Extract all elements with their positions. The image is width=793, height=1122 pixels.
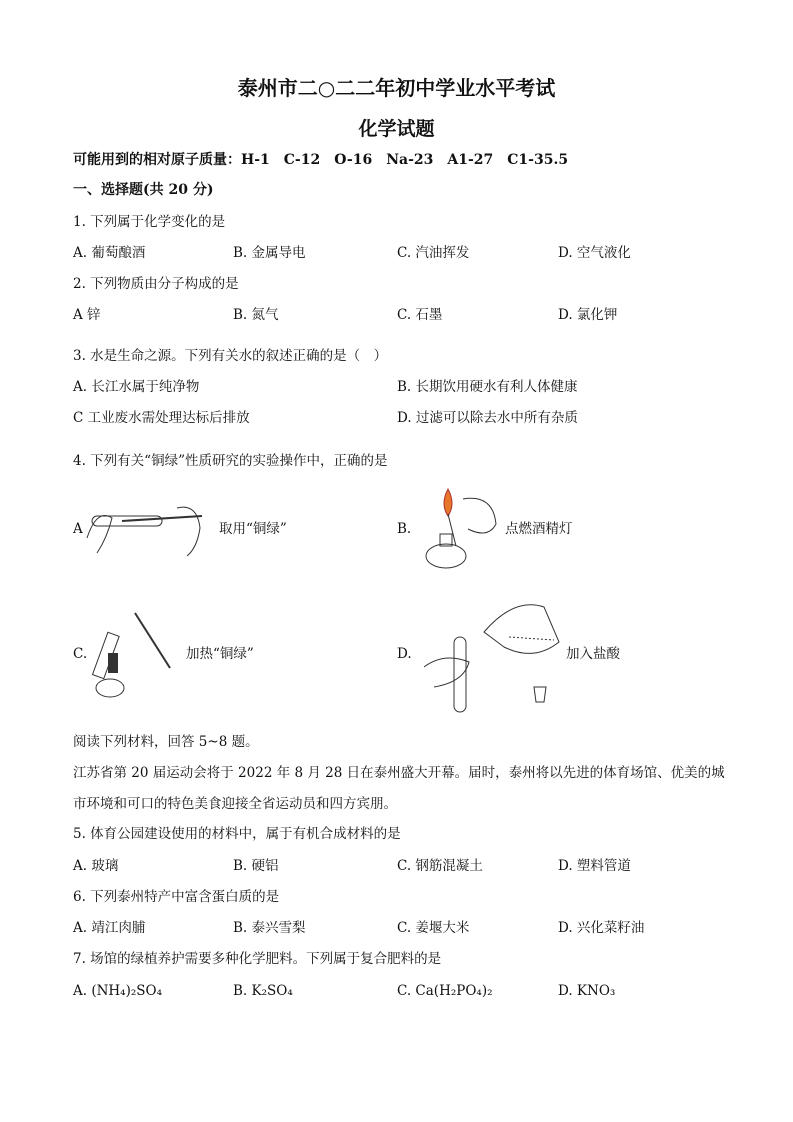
q4-caption-a: 取用“铜绿” bbox=[219, 521, 287, 537]
q4-caption-b: 点燃酒精灯 bbox=[505, 521, 573, 537]
q7-option-b: B. K₂SO₄ bbox=[233, 983, 293, 999]
question-2-stem: 2. 下列物质由分子构成的是 bbox=[73, 276, 239, 292]
q6-option-a: A. 靖江肉脯 bbox=[73, 920, 146, 936]
exam-subtitle: 化学试题 bbox=[358, 118, 435, 140]
q4-caption-c: 加热“铜绿” bbox=[186, 646, 254, 662]
q1-option-c: C. 汽油挥发 bbox=[397, 245, 470, 261]
q4-option-d: D. bbox=[397, 646, 412, 662]
q7-option-c: C. Ca(H₂PO₄)₂ bbox=[397, 983, 493, 999]
figure-take-powder bbox=[82, 498, 212, 558]
q4-option-a: A bbox=[73, 521, 83, 537]
q6-option-b: B. 泰兴雪梨 bbox=[233, 920, 306, 936]
figure-light-lamp bbox=[418, 484, 503, 576]
section-heading: 一、选择题(共 20 分) bbox=[73, 182, 214, 198]
q2-option-a: A 锌 bbox=[73, 307, 101, 323]
figure-add-acid bbox=[424, 592, 564, 717]
q3-option-a: A. 长江水属于纯净物 bbox=[73, 379, 200, 395]
atomic-masses: 可能用到的相对原子质量：H-1 C-12 O-16 Na-23 A1-27 C1-35.5 bbox=[73, 152, 569, 168]
q3-option-d: D. 过滤可以除去水中所有杂质 bbox=[397, 410, 578, 426]
q4-caption-d: 加入盐酸 bbox=[566, 646, 620, 662]
q1-option-b: B. 金属导电 bbox=[233, 245, 306, 261]
q4-option-c: C. bbox=[73, 646, 88, 662]
reading-paragraph-line2: 市环境和可口的特色美食迎接全省运动员和四方宾朋。 bbox=[73, 796, 397, 812]
q1-option-d: D. 空气液化 bbox=[558, 245, 631, 261]
figure-heat-powder bbox=[90, 608, 185, 703]
q5-option-c: C. 钢筋混凝土 bbox=[397, 858, 483, 874]
q3-option-b: B. 长期饮用硬水有利人体健康 bbox=[397, 379, 578, 395]
q6-option-d: D. 兴化菜籽油 bbox=[558, 920, 645, 936]
q2-option-c: C. 石墨 bbox=[397, 307, 443, 323]
q5-option-b: B. 硬铝 bbox=[233, 858, 279, 874]
q4-option-b: B. bbox=[397, 521, 412, 537]
question-5-stem: 5. 体育公园建设使用的材料中，属于有机合成材料的是 bbox=[73, 826, 401, 842]
question-7-stem: 7. 场馆的绿植养护需要多种化学肥料。下列属于复合肥料的是 bbox=[73, 951, 442, 967]
q7-option-a: A. (NH₄)₂SO₄ bbox=[73, 983, 163, 999]
q6-option-c: C. 姜堰大米 bbox=[397, 920, 470, 936]
q2-option-d: D. 氯化钾 bbox=[558, 307, 618, 323]
question-4-stem: 4. 下列有关“铜绿”性质研究的实验操作中，正确的是 bbox=[73, 453, 388, 469]
exam-title: 泰州市二○二二年初中学业水平考试 bbox=[237, 76, 556, 100]
question-3-stem: 3. 水是生命之源。下列有关水的叙述正确的是（ ） bbox=[73, 348, 388, 364]
q7-option-d: D. KNO₃ bbox=[558, 983, 616, 999]
reading-paragraph-line1: 江苏省第 20 届运动会将于 2022 年 8 月 28 日在泰州盛大开幕。届时，泰州将以先进的体育场馆、优美的城 bbox=[73, 765, 725, 781]
q3-option-c: C 工业废水需处理达标后排放 bbox=[73, 410, 250, 426]
q2-option-b: B. 氮气 bbox=[233, 307, 279, 323]
reading-intro: 阅读下列材料，回答 5~8 题。 bbox=[73, 734, 259, 750]
q5-option-d: D. 塑料管道 bbox=[558, 858, 631, 874]
question-6-stem: 6. 下列泰州特产中富含蛋白质的是 bbox=[73, 889, 280, 905]
q1-option-a: A. 葡萄酿酒 bbox=[73, 245, 146, 261]
question-1-stem: 1. 下列属于化学变化的是 bbox=[73, 214, 226, 230]
q5-option-a: A. 玻璃 bbox=[73, 858, 119, 874]
